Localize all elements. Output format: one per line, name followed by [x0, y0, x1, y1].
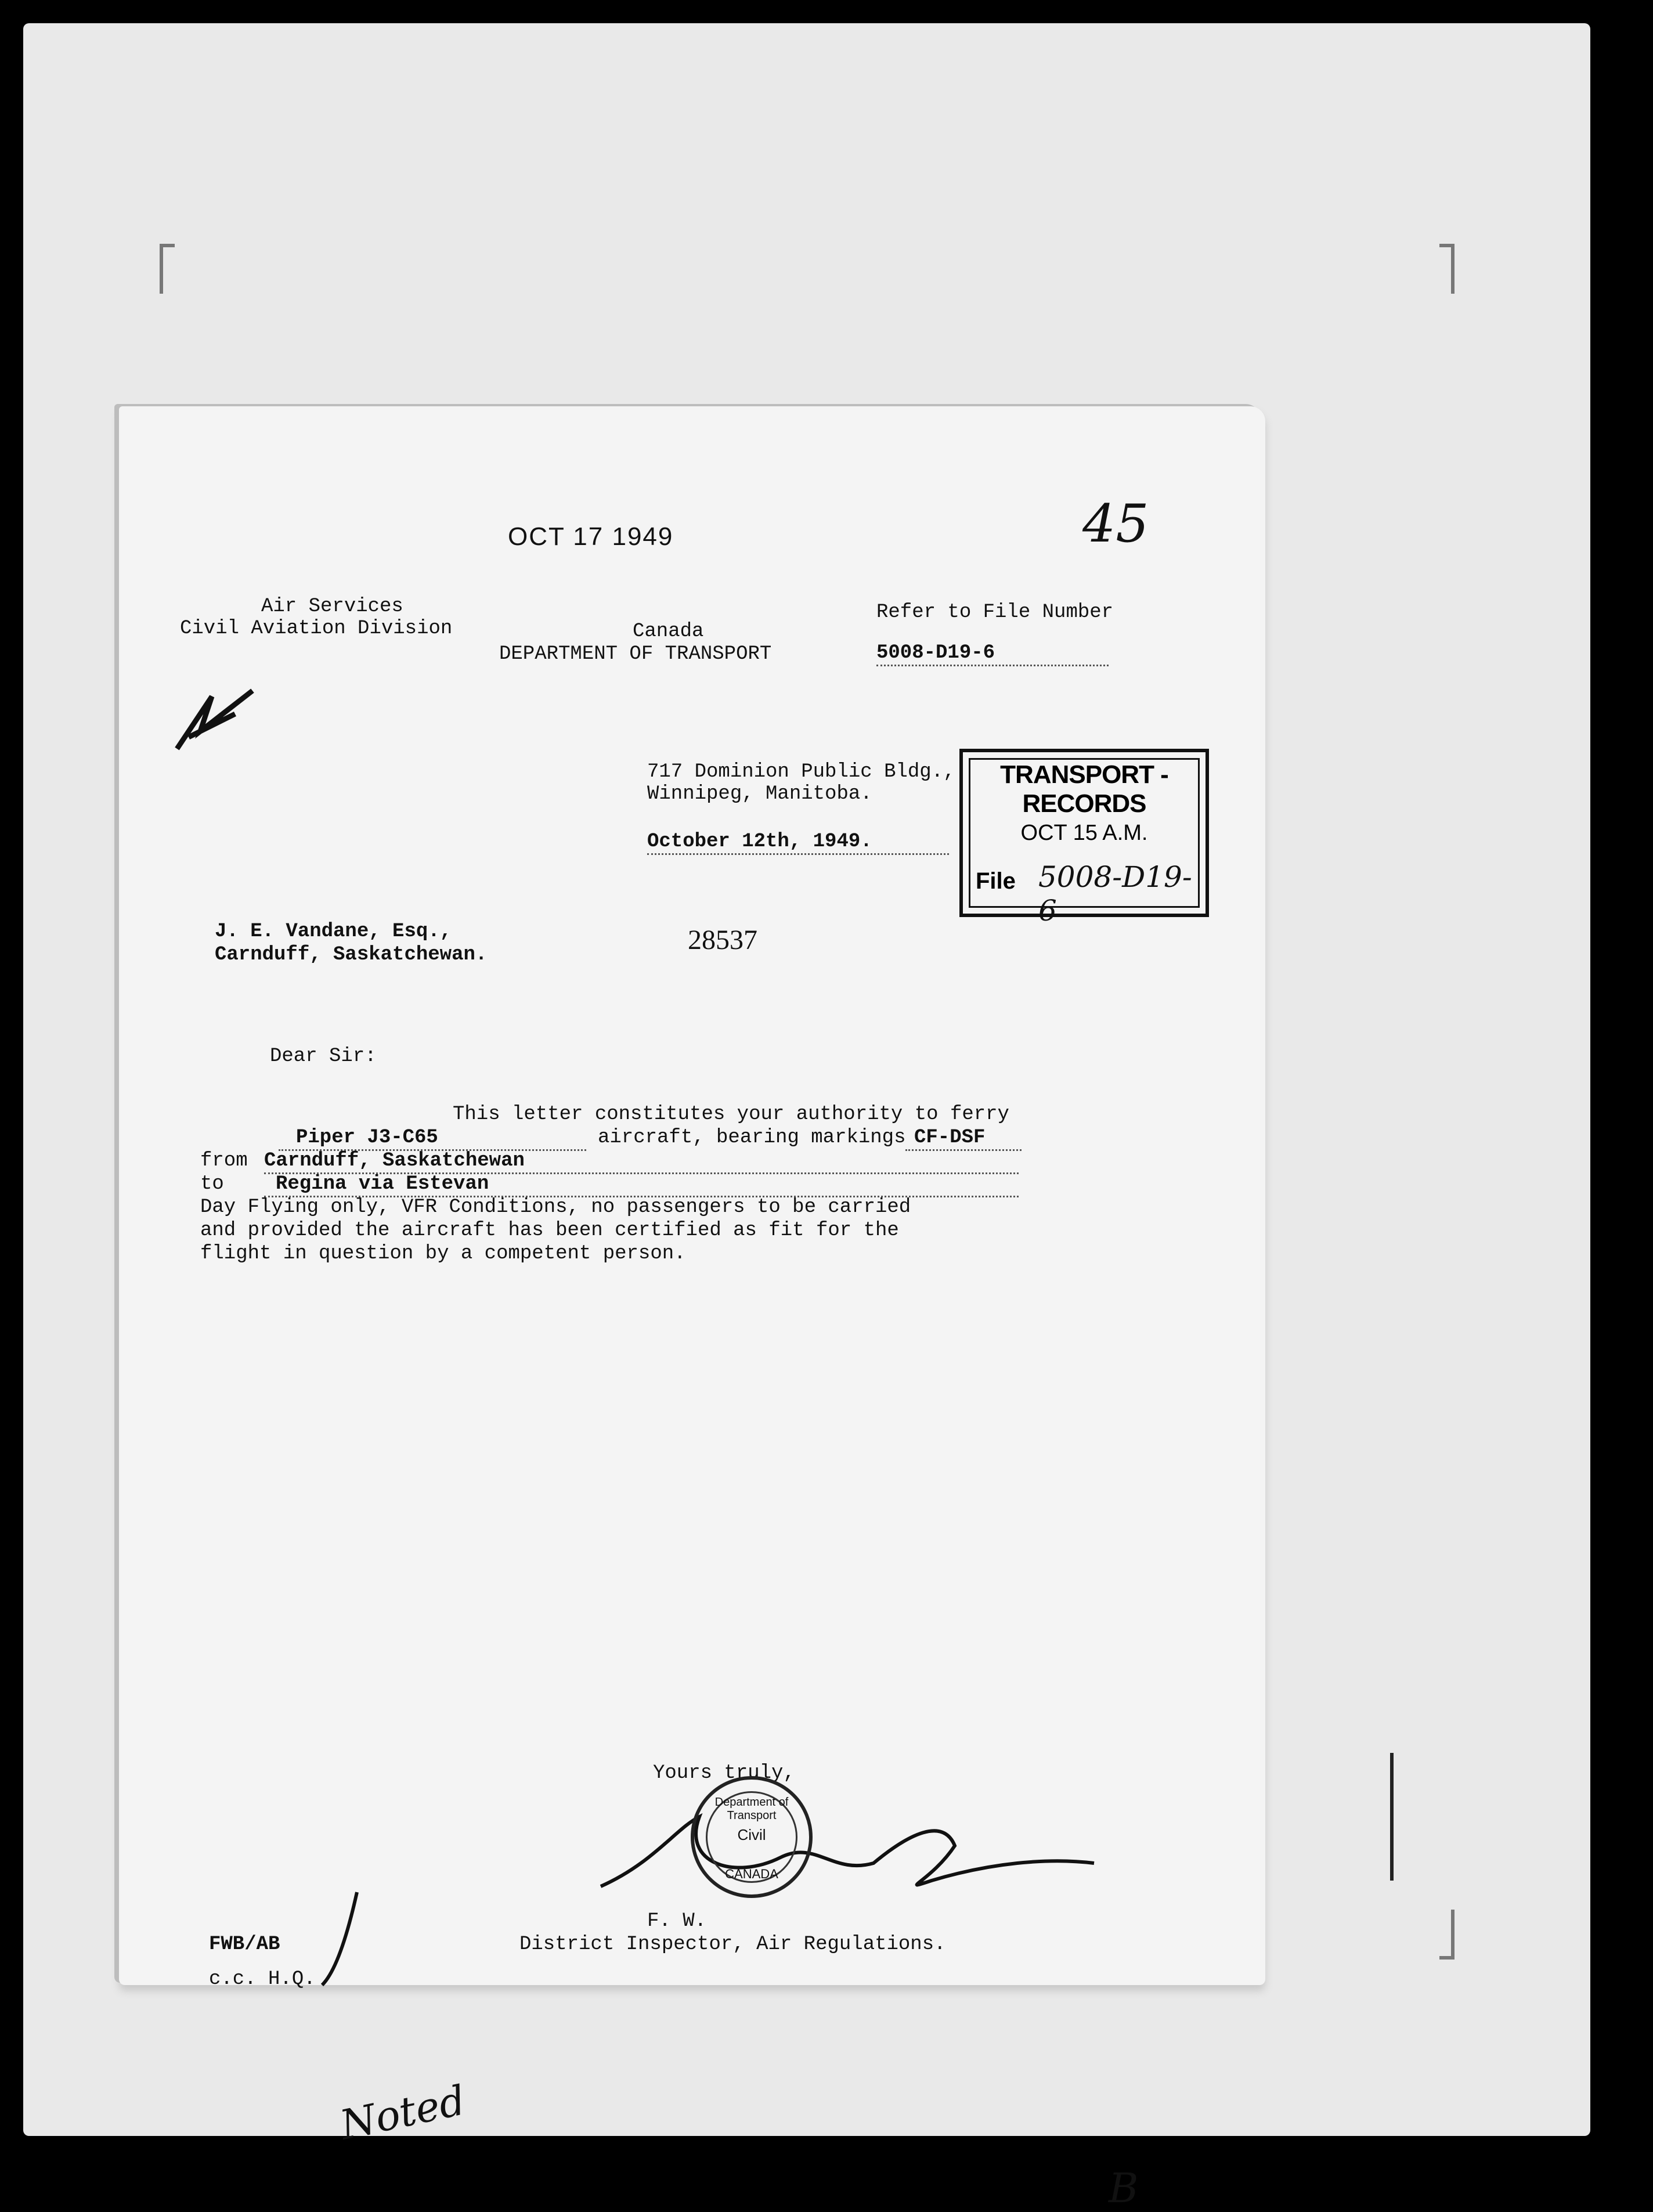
date-rule	[647, 853, 949, 855]
folio-number: 45	[1082, 493, 1149, 554]
reference-number: 28537	[688, 925, 757, 955]
received-date-stamp: OCT 17 1949	[508, 522, 674, 551]
crop-mark-bottom-right	[1439, 1910, 1455, 1960]
records-stamp-date: OCT 15 A.M.	[1020, 821, 1148, 845]
seal-center-text: Civil	[737, 1826, 766, 1843]
carbon-copy: c.c. H.Q.	[209, 1968, 316, 1990]
scanned-page	[23, 23, 1590, 2212]
to-value: Regina via Estevan	[276, 1173, 489, 1195]
aircraft-markings: CF-DSF	[914, 1127, 986, 1149]
reference-initials: FWB/AB	[209, 1933, 280, 1955]
sender-address-line2: Winnipeg, Manitoba.	[647, 783, 872, 805]
condition-line-2: and provided the aircraft has been certified as fit for the	[200, 1219, 899, 1242]
crop-mark-top-right	[1439, 244, 1455, 294]
from-value: Carnduff, Saskatchewan	[264, 1150, 525, 1172]
margin-line	[1390, 1753, 1394, 1881]
refer-file-number: 5008-D19-6	[876, 642, 995, 664]
header-department: DEPARTMENT OF TRANSPORT	[499, 643, 772, 665]
records-stamp-file-label: File	[976, 868, 1016, 894]
sender-address-line1: 717 Dominion Public Bldg.,	[647, 761, 955, 783]
crop-mark-top-left	[160, 244, 175, 294]
records-stamp-title: TRANSPORT - RECORDS	[1000, 760, 1168, 818]
department-seal	[691, 1776, 813, 1898]
signer-title: District Inspector, Air Regulations.	[519, 1933, 946, 1955]
closing-yours: Yours truly,	[653, 1762, 795, 1784]
to-label: to	[200, 1173, 224, 1195]
file-number-rule	[876, 665, 1109, 666]
header-air-services: Air Services	[261, 596, 403, 618]
refer-file-label: Refer to File Number	[876, 601, 1114, 623]
seal-top-text: Department of Transport	[714, 1796, 789, 1822]
condition-line-1: Day Flying only, VFR Conditions, no passengers to be carried	[200, 1196, 911, 1218]
recipient-location: Carnduff, Saskatchewan.	[215, 944, 488, 966]
transport-records-stamp	[959, 749, 1209, 928]
from-label: from	[200, 1150, 248, 1172]
letter-date: October 12th, 1949.	[647, 831, 872, 853]
body-line-1: This letter constitutes your authority to ferry	[453, 1103, 1009, 1125]
recipient-name: J. E. Vandane, Esq.,	[215, 921, 452, 943]
signer-initials: F. W.	[647, 1910, 707, 1932]
aircraft-word: aircraft, bearing markings	[598, 1127, 906, 1149]
handwritten-mark	[165, 679, 281, 760]
header-civil-aviation: Civil Aviation Division	[180, 618, 453, 640]
salutation: Dear Sir:	[270, 1045, 377, 1067]
aircraft-type: Piper J3-C65	[296, 1127, 438, 1149]
header-canada: Canada	[633, 620, 704, 643]
handwritten-initials: B	[1109, 2164, 1139, 2212]
handwritten-noted: Noted	[335, 2076, 470, 2149]
markings-rule	[905, 1149, 1022, 1151]
condition-line-3: flight in question by a competent person.	[200, 1243, 686, 1265]
records-stamp-file-value: 5008-D19-6	[1038, 860, 1192, 928]
seal-bottom-text: CANADA	[725, 1867, 778, 1881]
check-mark	[316, 1886, 363, 1997]
letter-sheet	[119, 406, 1265, 2212]
